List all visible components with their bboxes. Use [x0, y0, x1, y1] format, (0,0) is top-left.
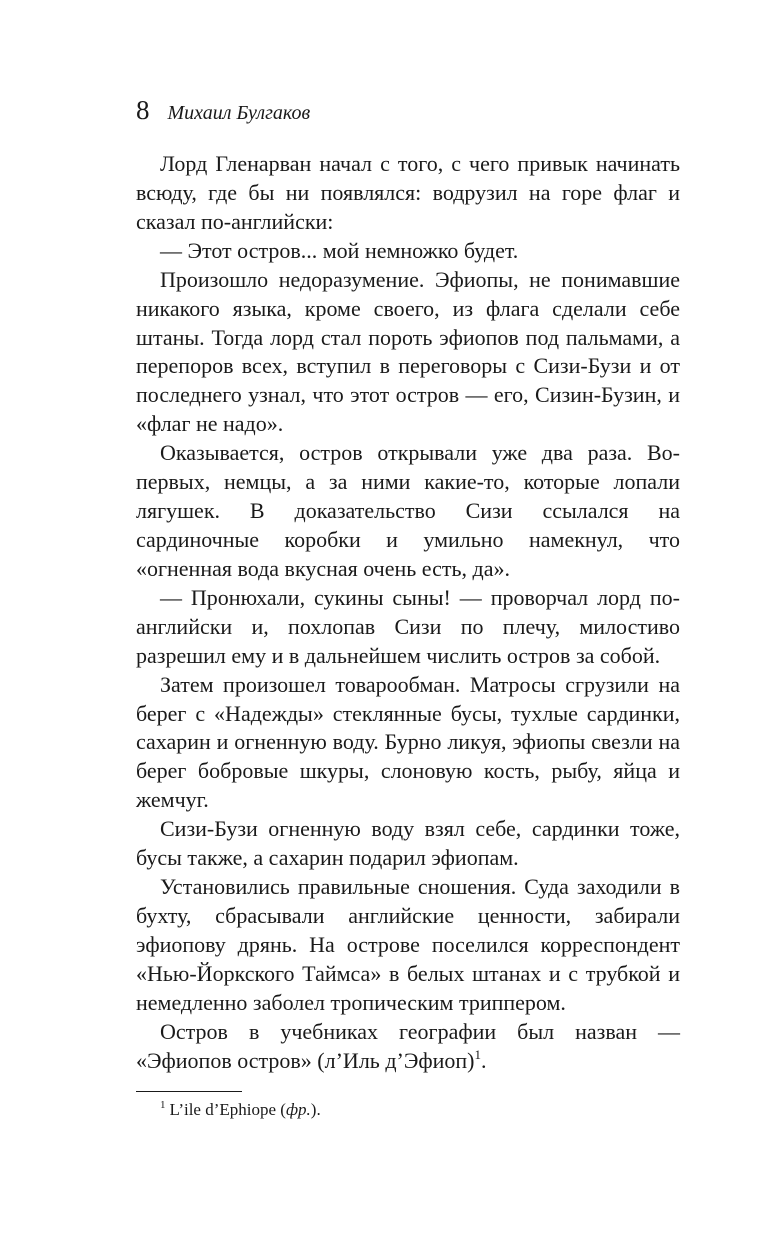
paragraph: Произошло недоразумение. Эфиопы, не понимавшие никакого языка, кроме своего, из флага сделали себе штаны. Тогда лорд стал пороть эфиопов под пальмами, а перепоров всех, вступил в переговоры с Сизи-Бузи и от последнего узнал, что этот остров — его, Сизин-Бузин, и «флаг не надо». — [136, 266, 680, 437]
paragraph-last-text: Остров в учебниках географии был назван — «Эфиопов остров» (л’Иль д’Эфиоп) — [136, 1018, 680, 1073]
paragraph: Установились правильные сношения. Суда заходили в бухту, сбрасывали английские ценности, забирали эфиопову дрянь. На острове поселился корреспондент «Нью-Йоркского Таймса» в белых штанах и с трубкой и немедленно заболел тропическим триппером. — [136, 874, 680, 1015]
running-head — [136, 92, 310, 128]
paragraph: Сизи-Бузи огненную воду взял себе, сардинки тоже, бусы также, а сахарин подарил эфиопам. — [136, 816, 680, 871]
paragraph: — Этот остров... мой немножко будет. — [160, 237, 519, 263]
paragraph: Лорд Гленарван начал с того, с чего привык начинать всюду, где бы ни появлялся: водрузил на горе флаг и сказал по-английски: — [136, 151, 680, 234]
footnote-reference[interactable]: 1 — [474, 1046, 481, 1062]
author-name: Михаил Булгаков — [167, 102, 311, 124]
paragraph: — Пронюхали, сукины сыны! — проворчал лорд по-английски и, похлопав Сизи по плечу, милостиво разрешил ему и в дальнейшем числить остров за собой. — [136, 584, 680, 668]
paragraph: Затем произошел товарообман. Матросы сгрузили на берег с «Надежды» стеклянные бусы, тухлые сардинки, сахарин и огненную воду. Бурно ликуя, эфиопы свезли на берег бобровые шкуры, слоновую кость, рыбу, яйца и жемчуг. — [136, 671, 680, 813]
footnote-text: L’ile d’Ephiope ( — [169, 1100, 286, 1119]
footnote-text-end: ). — [310, 1100, 321, 1119]
page-number: 8 — [136, 95, 150, 125]
footnote-marker: 1 — [160, 1099, 166, 1111]
paragraph-last-end: . — [481, 1047, 487, 1073]
body-text — [136, 150, 680, 1076]
footnote — [160, 1098, 321, 1122]
footnote-language-abbr: фр. — [285, 1100, 311, 1119]
footnote-divider — [136, 1091, 242, 1092]
paragraph: Оказывается, остров открывали уже два раза. Во-первых, немцы, а за ними какие-то, которые лопали лягушек. В доказательство Сизи ссылался на сардиночные коробки и умильно намекнул, что «огненная вода вкусная очень есть, да». — [136, 440, 680, 581]
paragraph-last — [136, 1018, 680, 1076]
